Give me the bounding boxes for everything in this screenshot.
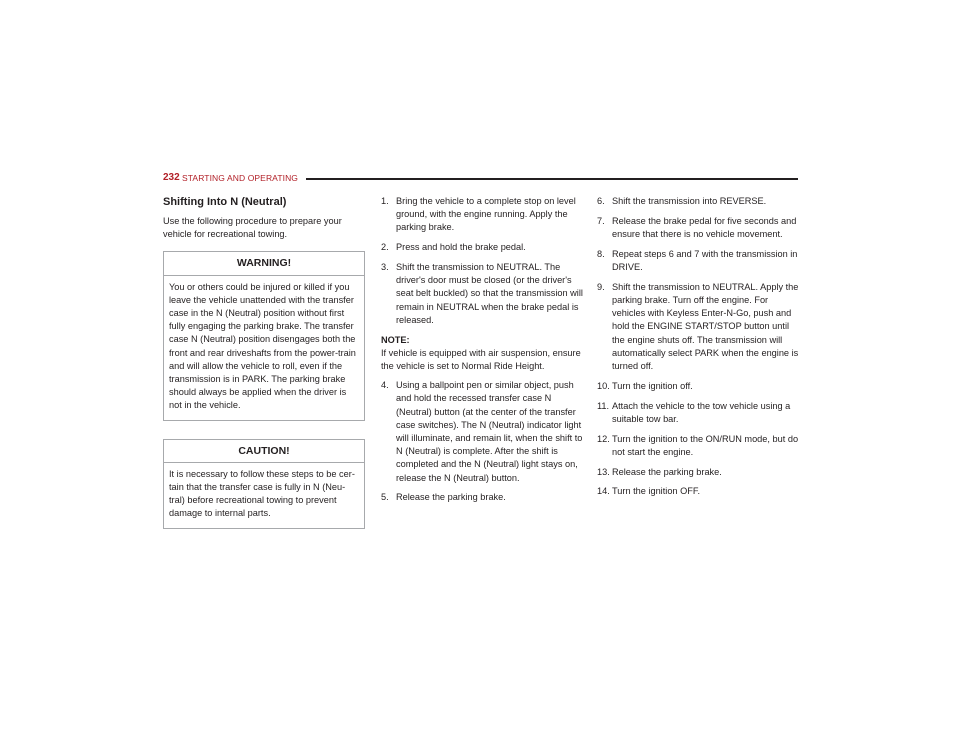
step-text: Release the brake pedal for five seconds and ensure that there is no vehicle movement. [612,215,797,239]
warning-title: WARNING! [164,252,364,275]
intro-paragraph: Use the following procedure to prepare your vehicle for recreational towing. [163,216,342,240]
subheading: Shifting Into N (Neutral) [163,196,287,208]
warning-box [163,251,365,420]
note-text: If vehicle is equipped with air suspension, ensure the vehicle is set to Normal Ride Height. [381,347,581,372]
caution-title: CAUTION! [164,440,364,463]
step-text: Shift the transmission into REVERSE. [612,196,767,206]
list-item [597,248,800,274]
list-item [597,195,800,208]
step-number: 5. [381,492,389,503]
step-number: 3. [381,262,389,272]
step-text: Bring the vehicle to a complete stop on level ground, with the engine running. Apply the parking brake. [396,196,576,233]
list-item [381,195,584,235]
step-number: 4. [381,380,389,391]
step-number: 14. [597,486,610,497]
list-item [381,241,584,254]
list-item [597,466,800,479]
step-number: 13. [597,466,610,477]
steps-list-b [381,379,584,504]
step-number: 10. [597,380,610,391]
step-text: Turn the ignition off. [612,380,693,391]
step-number: 2. [381,242,389,253]
steps-list-a [381,195,584,327]
step-number: 6. [597,196,605,206]
list-item [597,281,800,373]
right-column [597,195,800,505]
list-item [381,261,584,327]
header-rule [306,178,798,180]
step-text: Using a ballpoint pen or similar object, push and hold the recessed transfer case N (Neutral) button (at the center of the transfer case switches). The N (Neutral) indicator light will illuminate, and remain lit, when the shift to N (Neutral) is complete. After the shift is completed and the N (Neutral) light stays on, release the N (Neutral) button. [396,380,583,483]
step-text: Turn the ignition OFF. [612,486,700,497]
step-text: Attach the vehicle to the tow vehicle using a suitable tow bar. [612,400,791,424]
list-item [381,491,584,504]
caution-box [163,439,365,529]
left-column [163,195,365,529]
caution-text: It is necessary to follow these steps to be cer-tain that the transfer case is fully in N (Neu-tral) before recreational towing to prevent damage to internal parts. [169,468,355,519]
note-label: NOTE: [381,334,410,345]
step-text: Press and hold the brake pedal. [396,242,526,253]
step-number: 1. [381,196,389,206]
step-text: Turn the ignition to the ON/RUN mode, but do not start the engine. [612,433,799,457]
warning-text: You or others could be injured or killed if you leave the vehicle unattended with the transfer case in the N (Neutral) position without first fully engaging the parking brake. The transfer case N (Neutral) position disengages both the front and rear driveshafts from the power-train and will allow the vehicle to roll, even if the transmission is in PARK. The parking brake should always be applied when the driver is not in the vehicle. [169,281,356,411]
steps-list-c [597,195,800,499]
list-item [597,380,800,393]
step-text: Shift the transmission to NEUTRAL. Apply the parking brake. Turn off the engine. For vehicles with Keyless Enter-N-Go, push and hold the ENGINE START/STOP button until the engine shuts off. The transmission will automatically select PARK when the engine is turned off. [612,281,799,372]
list-item [597,485,800,498]
step-number: 7. [597,215,605,226]
step-text: Shift the transmission to NEUTRAL. The driver's door must be closed (or the driver's seat belt buckled) so that the transmission will remain in NEUTRAL when the brake pedal is released. [396,262,583,325]
section-title: STARTING AND OPERATING [182,173,299,183]
page-number: 232 [163,172,180,183]
step-text: Release the parking brake. [612,466,722,477]
step-text: Repeat steps 6 and 7 with the transmission in DRIVE. [612,248,798,272]
page-header [163,172,798,186]
step-number: 9. [597,281,605,292]
step-text: Release the parking brake. [396,492,506,503]
step-number: 12. [597,433,610,444]
middle-column [381,195,584,511]
list-item [597,433,800,459]
list-item [381,379,584,485]
list-item [597,400,800,426]
step-number: 11. [597,400,610,411]
list-item [597,215,800,241]
step-number: 8. [597,248,605,259]
